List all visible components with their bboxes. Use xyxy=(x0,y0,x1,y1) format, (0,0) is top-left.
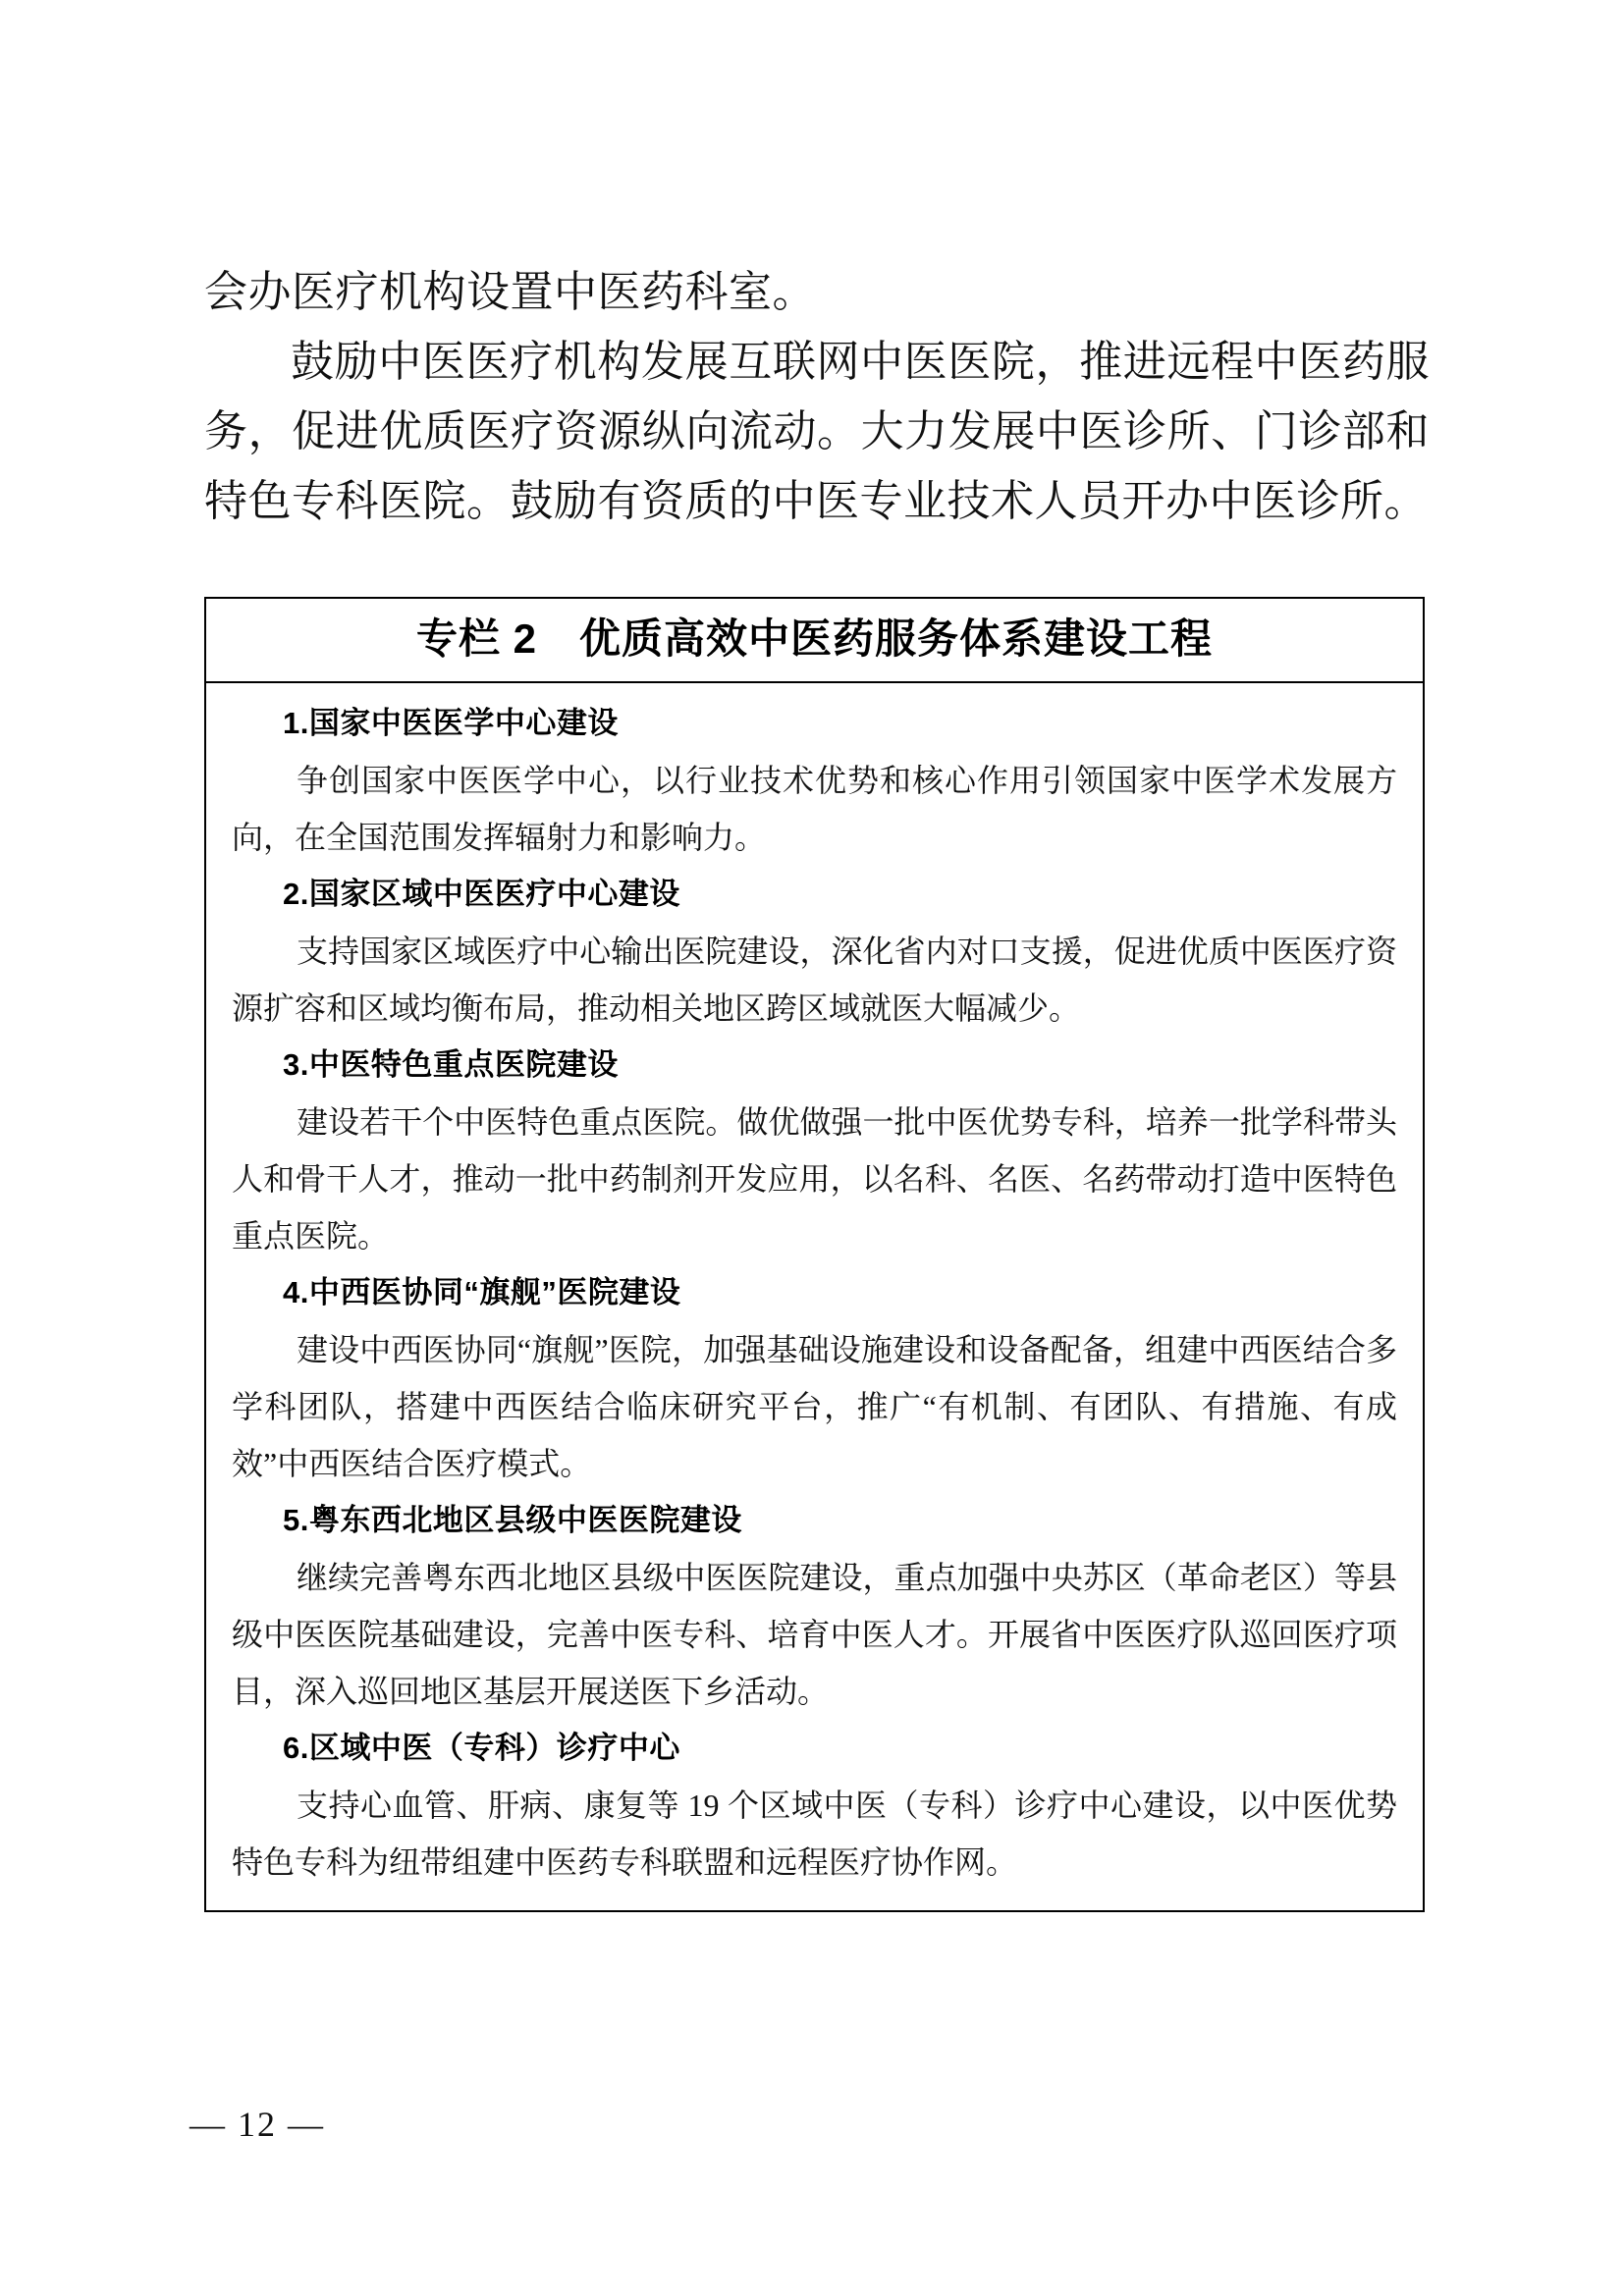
feature-box-body xyxy=(206,683,1423,1910)
paragraph-encourage: 鼓励中医医疗机构发展互联网中医医院，推进远程中医药服务，促进优质医疗资源纵向流动。大力发展中医诊所、门诊部和特色专科医院。鼓励有资质的中医专业技术人员开办中医诊所。 xyxy=(204,338,1430,525)
feature-item-text-5: 继续完善粤东西北地区县级中医医院建设，重点加强中央苏区（革命老区）等县级中医医院基础建设，完善中医专科、培育中医人才。开展省中医医疗队巡回医疗项目，深入巡回地区基层开展送医下乡活动。 xyxy=(232,1560,1397,1709)
feature-item-text-2: 支持国家区域医疗中心输出医院建设，深化省内对口支援，促进优质中医医疗资源扩容和区域均衡布局，推动相关地区跨区域就医大幅减少。 xyxy=(232,934,1397,1026)
page-number: — 12 — xyxy=(189,2105,325,2144)
feature-item-heading-4: 4.中西医协同“旗舰”医院建设 xyxy=(283,1275,681,1309)
feature-box xyxy=(204,597,1425,1912)
feature-item-heading-6: 6.区域中医（专科）诊疗中心 xyxy=(283,1731,680,1765)
feature-item-heading-1: 1.国家中医医学中心建设 xyxy=(283,706,619,740)
feature-item-text-4: 建设中西医协同“旗舰”医院，加强基础设施建设和设备配备，组建中西医结合多学科团队，搭建中西医结合临床研究平台，推广“有机制、有团队、有措施、有成效”中西医结合医疗模式。 xyxy=(232,1332,1397,1481)
paragraph-continued: 会办医疗机构设置中医药科室。 xyxy=(204,268,816,316)
body-text-area xyxy=(204,257,1430,536)
feature-item-heading-2: 2.国家区域中医医疗中心建设 xyxy=(283,877,680,911)
feature-item-text-1: 争创国家中医医学中心，以行业技术优势和核心作用引领国家中医学术发展方向，在全国范围发挥辐射力和影响力。 xyxy=(232,763,1397,855)
feature-item-text-3: 建设若干个中医特色重点医院。做优做强一批中医优势专科，培养一批学科带头人和骨干人才，推动一批中药制剂开发应用，以名科、名医、名药带动打造中医特色重点医院。 xyxy=(232,1104,1397,1254)
feature-item-heading-5: 5.粤东西北地区县级中医医院建设 xyxy=(283,1503,742,1537)
feature-box-title: 专栏 2 优质高效中医药服务体系建设工程 xyxy=(415,615,1214,662)
feature-box-title-row xyxy=(206,599,1423,683)
feature-item-text-6: 支持心血管、肝病、康复等 19 个区域中医（专科）诊疗中心建设，以中医优势特色专科为纽带组建中医药专科联盟和远程医疗协作网。 xyxy=(232,1788,1397,1880)
feature-item-heading-3: 3.中医特色重点医院建设 xyxy=(283,1047,619,1082)
